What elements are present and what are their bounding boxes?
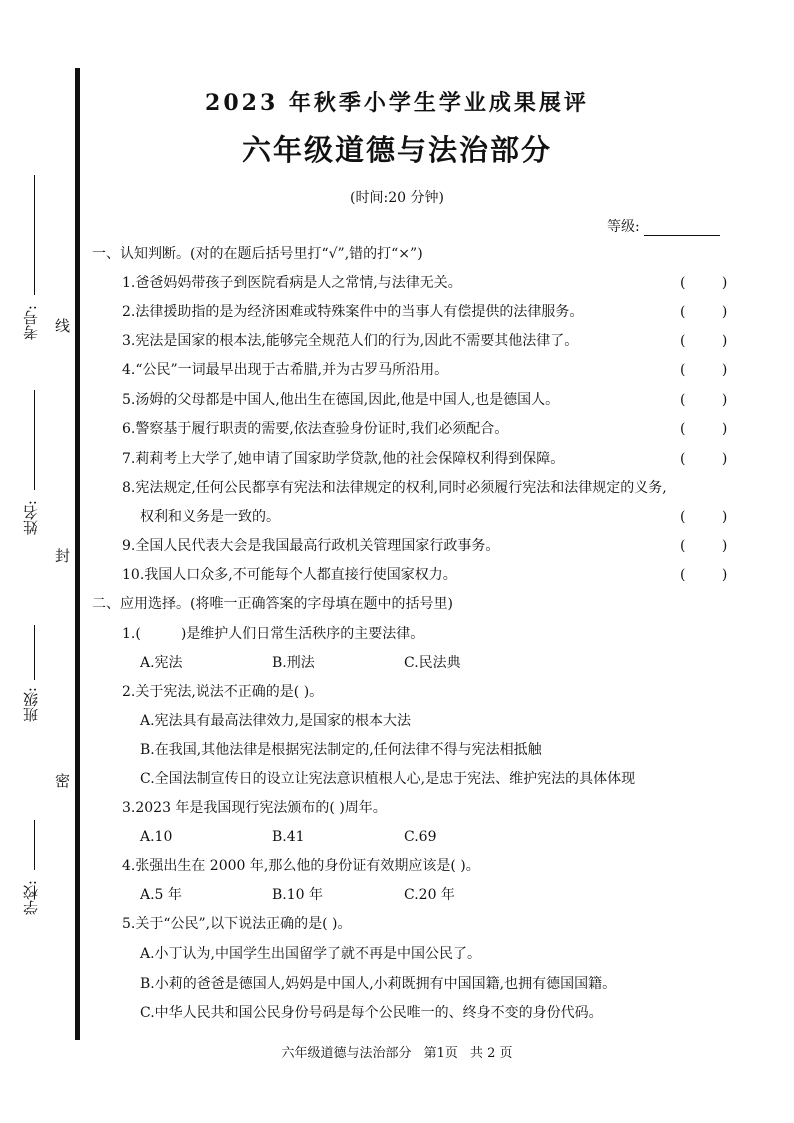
judge-item-3: 3.宪法是国家的根本法,能够完全规范人们的行为,因此不需要其他法律了。 [122, 333, 579, 349]
grade-label: 等级: [607, 219, 640, 235]
answer-paren-9[interactable]: ( ) [680, 538, 744, 554]
school-label: 学校: [22, 880, 40, 916]
class-blank[interactable] [34, 625, 35, 680]
choice-q5-option-b: B.小莉的爸爸是德国人,妈妈是中国人,小莉既拥有中国国籍,也拥有德国国籍。 [140, 976, 617, 992]
answer-paren-4[interactable]: ( ) [680, 362, 744, 378]
choice-q4-stem: 4.张强出生在 2000 年,那么他的身份证有效期应该是( )。 [122, 858, 480, 874]
judge-item-5: 5.汤姆的父母都是中国人,他出生在德国,因此,他是中国人,也是德国人。 [122, 392, 560, 408]
school-blank[interactable] [34, 820, 35, 870]
judge-item-8-cont: 权利和义务是一致的。 [140, 509, 280, 525]
answer-paren-3[interactable]: ( ) [680, 333, 744, 349]
footer-total-pages: 共 2 页 [470, 1046, 513, 1061]
choice-q5-stem: 5.关于“公民”,以下说法正确的是( )。 [122, 916, 352, 932]
answer-paren-10[interactable]: ( ) [680, 567, 744, 583]
seal-seal-char: 封 [53, 548, 71, 563]
answer-paren-8[interactable]: ( ) [680, 509, 744, 525]
section2-heading: 二、应用选择。(将唯一正确答案的字母填在题中的括号里) [92, 596, 453, 612]
time-limit: (时间:20 分钟) [350, 190, 444, 206]
judge-item-4: 4.“公民”一词最早出现于古希腊,并为古罗马所沿用。 [122, 362, 449, 378]
name-label: 姓名: [22, 500, 40, 536]
choice-q1-stem [122, 625, 424, 643]
grade-blank[interactable] [644, 221, 720, 236]
answer-paren-1[interactable]: ( ) [680, 275, 744, 291]
page-footer [0, 1042, 794, 1061]
choice-q5-option-a: A.小丁认为,中国学生出国留学了就不再是中国公民了。 [140, 946, 482, 962]
choice-q2-option-a: A.宪法具有最高法律效力,是国家的根本大法 [140, 713, 412, 729]
name-blank[interactable] [34, 390, 35, 490]
answer-paren-7[interactable]: ( ) [680, 451, 744, 467]
judge-item-8: 8.宪法规定,任何公民都享有宪法和法律规定的权利,同时必须履行宪法和法律规定的义务, [122, 480, 667, 496]
choice-q1-option-a: A.宪法 [140, 655, 183, 671]
choice-q4-option-b: B.10 年 [272, 887, 324, 903]
choice-q3-option-b: B.41 [272, 829, 305, 845]
school-field [20, 820, 50, 930]
choice-q1-stem-start: 1.( [122, 626, 141, 642]
judge-item-1: 1.爸爸妈妈带孩子到医院看病是人之常情,与法律无关。 [122, 275, 462, 291]
choice-q1-stem-end: )是维护人们日常生活秩序的主要法律。 [180, 626, 425, 642]
class-label: 班级: [22, 687, 40, 723]
answer-paren-6[interactable]: ( ) [680, 421, 744, 437]
footer-subject: 六年级道德与法治部分 [281, 1046, 412, 1061]
choice-q2-stem: 2.关于宪法,说法不正确的是( )。 [122, 684, 324, 700]
seal-line-char: 线 [53, 318, 71, 333]
choice-q5-option-c: C.中华人民共和国公民身份号码是每个公民唯一的、终身不变的身份代码。 [140, 1005, 603, 1021]
choice-q4-option-c: C.20 年 [404, 887, 455, 903]
judge-item-10: 10.我国人口众多,不可能每个人都直接行使国家权力。 [122, 567, 457, 583]
answer-paren-2[interactable]: ( ) [680, 304, 744, 320]
answer-paren-5[interactable]: ( ) [680, 392, 744, 408]
judge-item-2: 2.法律援助指的是为经济困难或特殊案件中的当事人有偿提供的法律服务。 [122, 304, 584, 320]
seal-secret-char: 密 [53, 773, 71, 788]
judge-item-7: 7.莉莉考上大学了,她申请了国家助学贷款,他的社会保障权利得到保障。 [122, 451, 565, 467]
judge-item-9: 9.全国人民代表大会是我国最高行政机关管理国家行政事务。 [122, 538, 500, 554]
choice-q2-option-b: B.在我国,其他法律是根据宪法制定的,任何法律不得与宪法相抵触 [140, 742, 542, 758]
choice-q3-option-c: C.69 [404, 829, 437, 845]
footer-page-number: 第1页 [423, 1046, 458, 1061]
name-field [20, 390, 50, 580]
exam-title: 2023 年秋季小学生学业成果展评 [205, 90, 589, 116]
choice-q1-option-b: B.刑法 [272, 655, 315, 671]
choice-q3-option-a: A.10 [140, 829, 173, 845]
exam-subtitle: 六年级道德与法治部分 [241, 133, 552, 167]
class-field [20, 625, 50, 755]
section1-heading: 一、认知判断。(对的在题后括号里打“√”,错的打“×”) [92, 246, 423, 262]
choice-q2-option-c: C.全国法制宣传日的设立让宪法意识植根人心,是忠于宪法、维护宪法的具体体现 [140, 771, 636, 787]
exam-number-label: 考号: [22, 305, 40, 341]
choice-q1-option-c: C.民法典 [404, 655, 461, 671]
choice-q4-option-a: A.5 年 [140, 887, 182, 903]
choice-q3-stem: 3.2023 年是我国现行宪法颁布的( )周年。 [122, 800, 387, 816]
grade-field [607, 216, 720, 236]
judge-item-6: 6.警察基于履行职责的需要,依法查验身份证时,我们必须配合。 [122, 421, 509, 437]
binding-line [75, 68, 80, 1040]
